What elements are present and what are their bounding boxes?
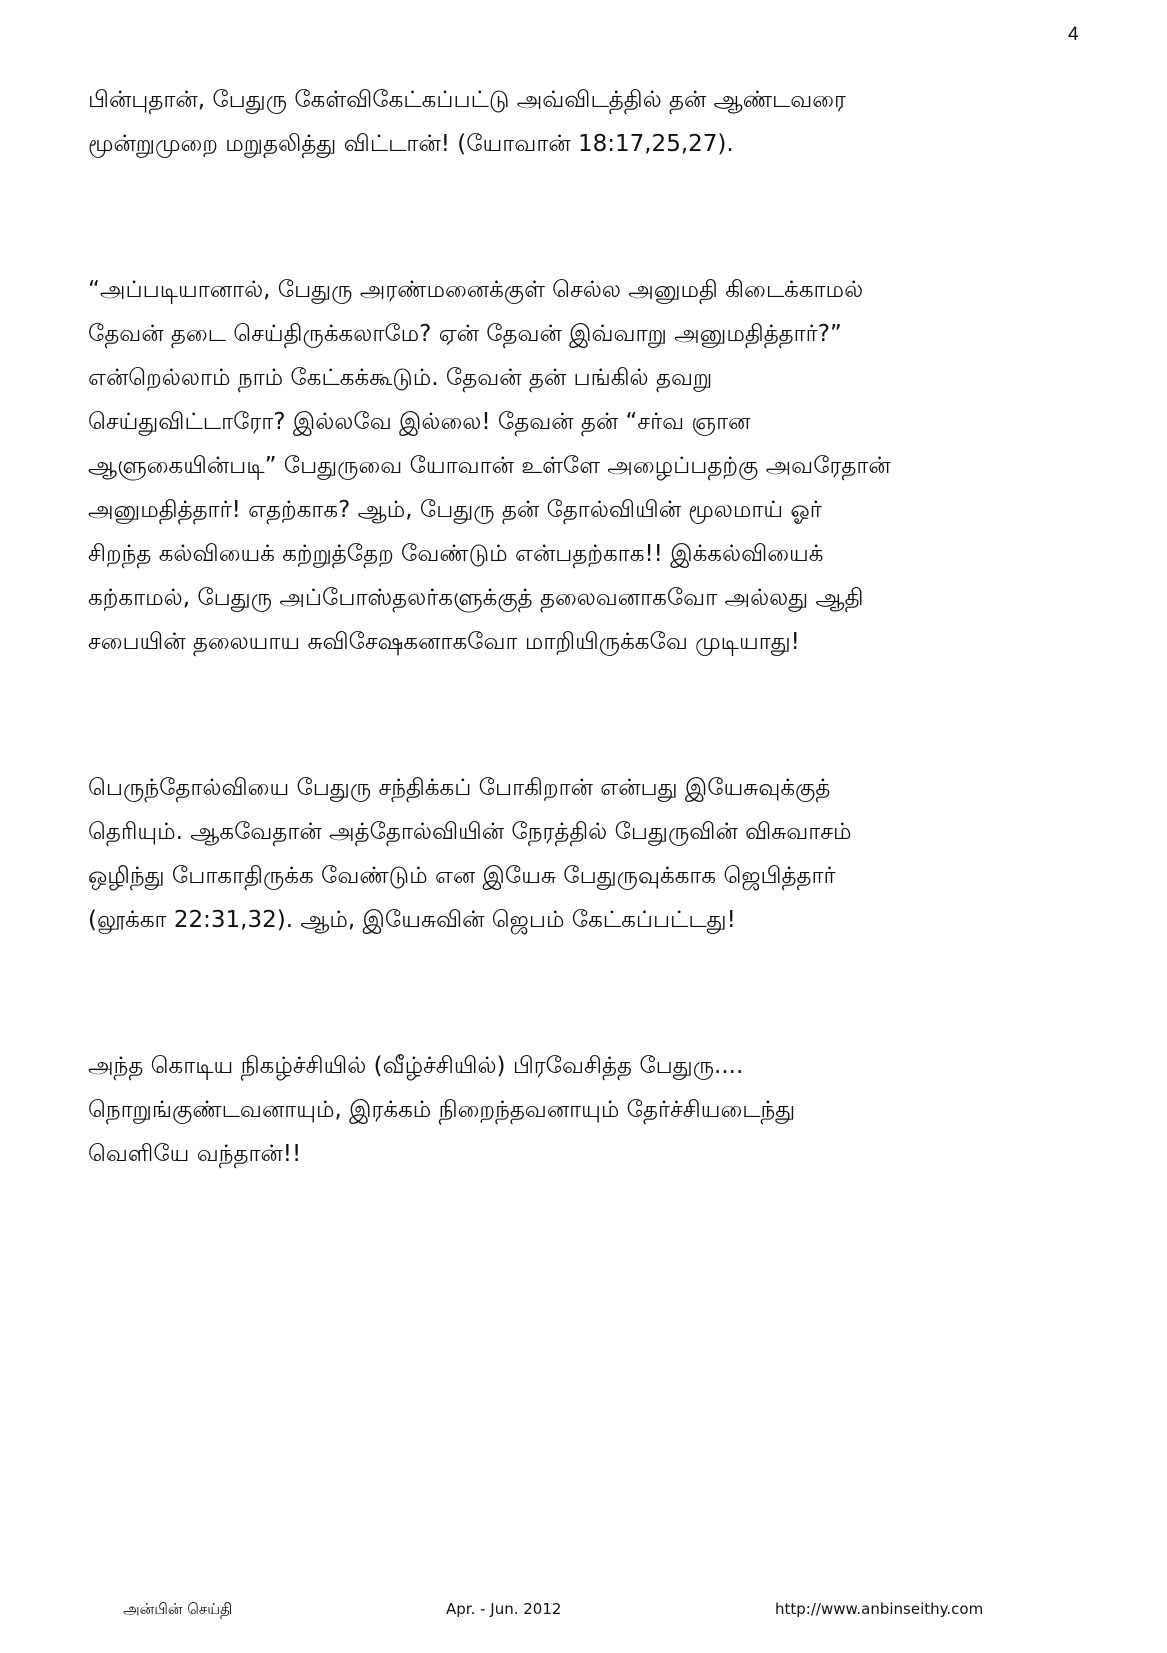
paragraph-2 <box>88 268 1088 664</box>
text-line: (லூக்கா 22:31,32). ஆம், இயேசுவின் ஜெபம் கேட்கப்பட்டது! <box>88 907 736 933</box>
text-line: தேவன் தடை செய்திருக்கலாமே? ஏன் தேவன் இவ்வாறு அனுமதித்தார்?” <box>88 321 842 347</box>
text-line: ஆளுகையின்படி” பேதுருவை யோவான் உள்ளே அழைப்பதற்கு அவரேதான் <box>88 453 891 479</box>
paragraph-3 <box>88 766 1088 942</box>
text-line: பெருந்தோல்வியை பேதுரு சந்திக்கப் போகிறான் என்பது இயேசுவுக்குத் <box>88 775 831 801</box>
footer-issue-date: Apr. - Jun. 2012 <box>446 1600 562 1618</box>
text-line: மூன்றுமுறை மறுதலித்து விட்டான்! (யோவான் 18:17,25,27). <box>88 131 734 157</box>
text-line: நொறுங்குண்டவனாயும், இரக்கம் நிறைந்தவனாயும் தேர்ச்சியடைந்து <box>88 1097 796 1123</box>
paragraph-spacer <box>88 166 1088 268</box>
text-line: என்றெல்லாம் நாம் கேட்கக்கூடும். தேவன் தன் பங்கில் தவறு <box>88 365 713 391</box>
text-line: அனுமதித்தார்! எதற்காக? ஆம், பேதுரு தன் தோல்வியின் மூலமாய் ஓர் <box>88 497 822 523</box>
text-line: சபையின் தலையாய சுவிசேஷகனாகவோ மாறியிருக்கவே முடியாது! <box>88 629 800 655</box>
page-number: 4 <box>1068 24 1079 45</box>
text-line: அந்த கொடிய நிகழ்ச்சியில் (வீழ்ச்சியில்) பிரவேசித்த பேதுரு.... <box>88 1053 744 1079</box>
footer-publication-title: அன்பின் செய்தி <box>123 1600 233 1618</box>
paragraph-spacer <box>88 664 1088 766</box>
text-line: சிறந்த கல்வியைக் கற்றுத்தேற வேண்டும் என்பதற்காக!! இக்கல்வியைக் <box>88 541 824 567</box>
text-line: கற்காமல், பேதுரு அப்போஸ்தலர்களுக்குத் தலைவனாகவோ அல்லது ஆதி <box>88 585 864 611</box>
paragraph-spacer <box>88 942 1088 1044</box>
text-line: “அப்படியானால், பேதுரு அரண்மனைக்குள் செல்ல அனுமதி கிடைக்காமல் <box>88 277 864 303</box>
body-text <box>88 78 1088 1176</box>
text-line: வெளியே வந்தான்!! <box>88 1141 302 1167</box>
text-line: பின்புதான், பேதுரு கேள்விகேட்கப்பட்டு அவ்விடத்தில் தன் ஆண்டவரை <box>88 87 846 113</box>
footer-website-url: http://www.anbinseithy.com <box>775 1600 984 1618</box>
page-footer <box>0 1600 1167 1620</box>
paragraph-1 <box>88 78 1088 166</box>
text-line: தெரியும். ஆகவேதான் அத்தோல்வியின் நேரத்தில் பேதுருவின் விசுவாசம் <box>88 819 852 845</box>
paragraph-4 <box>88 1044 1088 1176</box>
text-line: செய்துவிட்டாரோ? இல்லவே இல்லை! தேவன் தன் “சர்வ ஞான <box>88 409 751 435</box>
text-line: ஒழிந்து போகாதிருக்க வேண்டும் என இயேசு பேதுருவுக்காக ஜெபித்தார் <box>88 863 836 889</box>
